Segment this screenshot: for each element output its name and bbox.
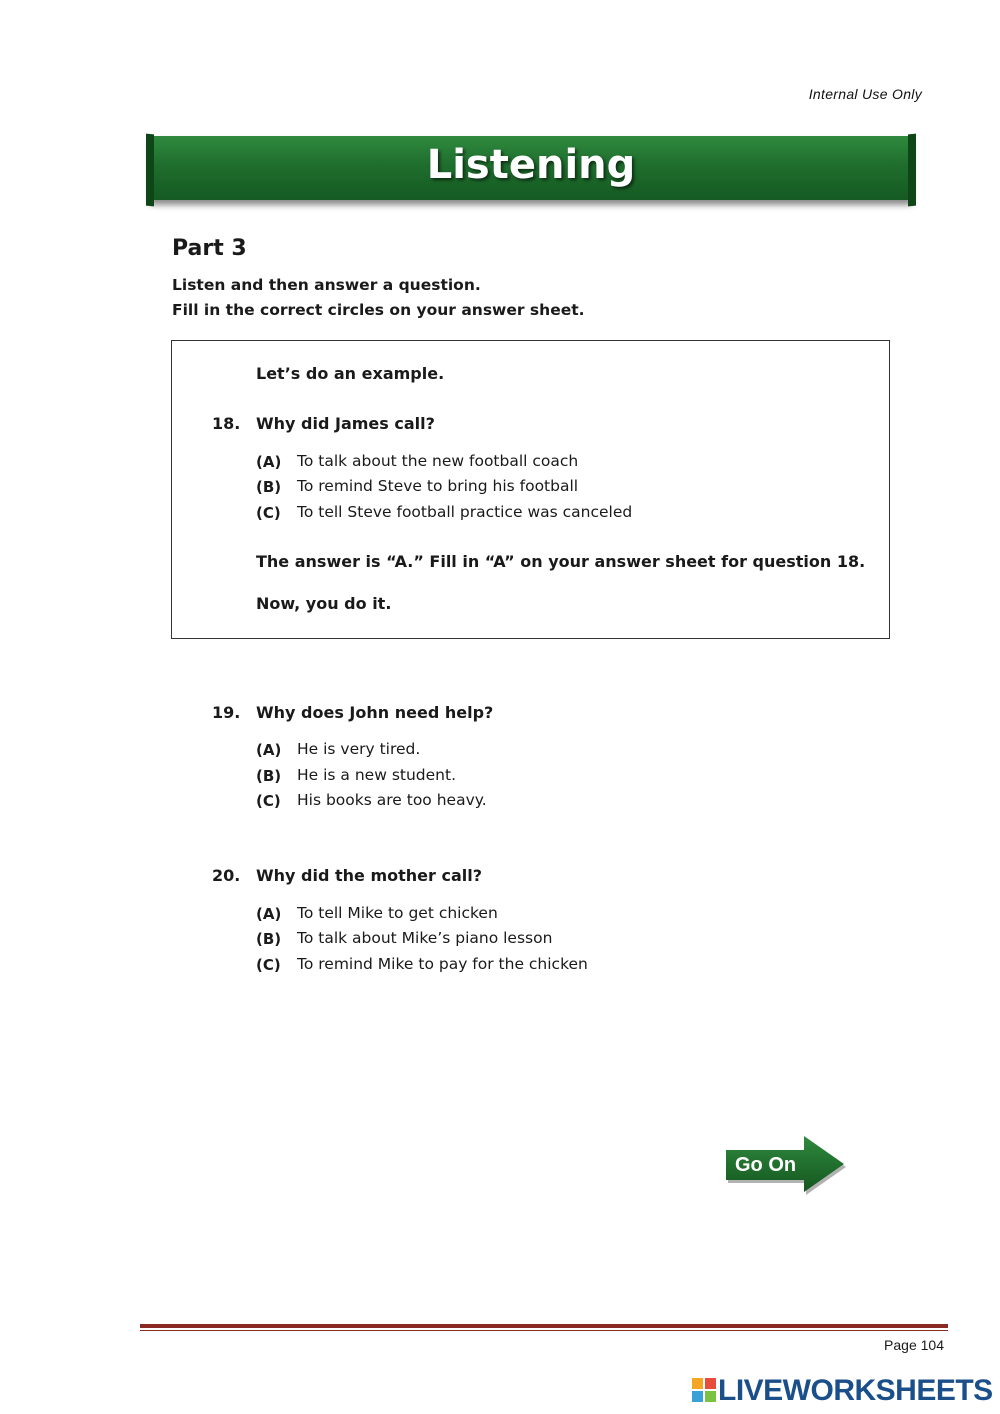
option-text-20b[interactable]: To talk about Mike’s piano lesson (297, 929, 553, 947)
go-on-label: Go On (735, 1154, 797, 1176)
footer-rule (140, 1324, 948, 1328)
example-prompt: Now, you do it. (256, 594, 392, 613)
option-label-19b[interactable]: (B) (256, 767, 282, 785)
option-label-18b: (B) (256, 478, 282, 496)
option-text-19b[interactable]: He is a new student. (297, 766, 456, 784)
banner-title: Listening (426, 142, 636, 188)
option-label-20c[interactable]: (C) (256, 956, 281, 974)
option-label-18c: (C) (256, 504, 281, 522)
question-text-20: Why did the mother call? (256, 866, 483, 885)
example-intro: Let’s do an example. (256, 364, 445, 383)
question-text-18: Why did James call? (256, 414, 435, 433)
instruction-line-1: Listen and then answer a question. (172, 276, 481, 294)
option-label-20b[interactable]: (B) (256, 930, 282, 948)
brand-name: LIVEWORKSHEETS (718, 1374, 993, 1407)
instruction-line-2: Fill in the correct circles on your answer sheet. (172, 301, 585, 319)
liveworksheets-logo-icon (692, 1378, 716, 1402)
question-text-19: Why does John need help? (256, 703, 494, 722)
question-number-18: 18. (212, 414, 241, 433)
option-text-18b: To remind Steve to bring his football (297, 477, 579, 495)
question-number-20: 20. (212, 866, 241, 885)
option-text-20c[interactable]: To remind Mike to pay for the chicken (297, 955, 588, 973)
option-label-18a: (A) (256, 453, 282, 471)
example-answer-note: The answer is “A.” Fill in “A” on your answer sheet for question 18. (256, 552, 866, 571)
option-text-19a[interactable]: He is very tired. (297, 740, 421, 758)
question-number-19: 19. (212, 703, 241, 722)
internal-use-label: Internal Use Only (808, 86, 922, 102)
option-text-18c: To tell Steve football practice was canceled (297, 503, 633, 521)
part-title: Part 3 (172, 236, 247, 261)
go-on-arrow[interactable] (724, 1134, 848, 1196)
page-number: Page 104 (884, 1337, 944, 1353)
option-label-19c[interactable]: (C) (256, 792, 281, 810)
footer-rule-thin (140, 1330, 948, 1331)
option-label-20a[interactable]: (A) (256, 905, 282, 923)
option-label-19a[interactable]: (A) (256, 741, 282, 759)
option-text-19c[interactable]: His books are too heavy. (297, 791, 487, 809)
option-text-18a: To talk about the new football coach (297, 452, 579, 470)
option-text-20a[interactable]: To tell Mike to get chicken (297, 904, 498, 922)
section-banner (150, 136, 912, 200)
